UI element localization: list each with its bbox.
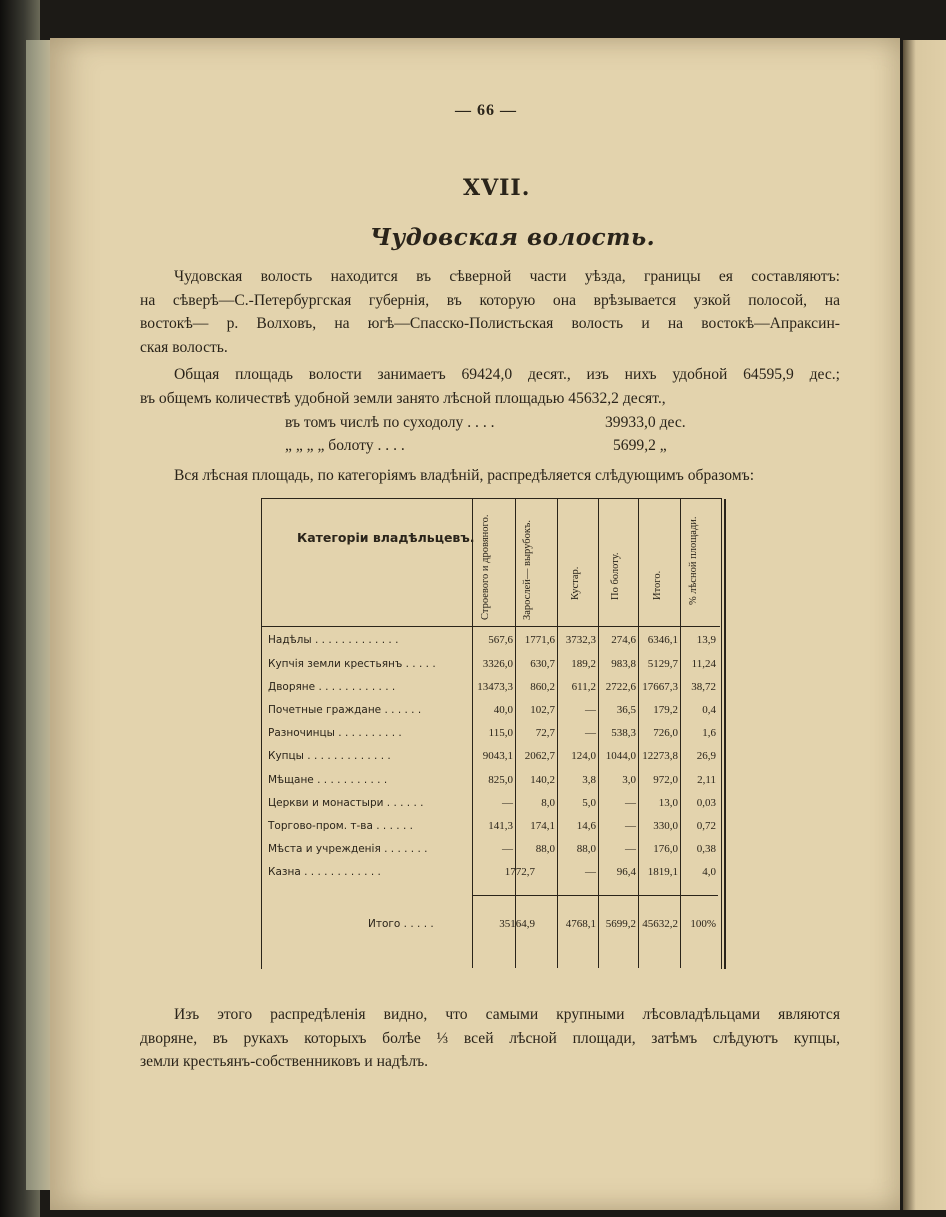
table-row: [264, 750, 718, 770]
cell-c4: 36,5: [616, 704, 636, 716]
table-row: [264, 866, 718, 886]
cell-c4: —: [625, 797, 636, 809]
cell-c5: 972,0: [653, 774, 678, 786]
cell-c5: 179,2: [653, 704, 678, 716]
cell-c3: 189,2: [571, 658, 596, 670]
cell-c6: 0,4: [702, 704, 716, 716]
cell-c1: 40,0: [493, 704, 513, 716]
cell-c4: —: [625, 843, 636, 855]
table-row: [264, 681, 718, 701]
cell-c5: 726,0: [653, 727, 678, 739]
sub-line-text: въ томъ числѣ по суходолу . . . .: [285, 414, 495, 431]
cell-c6: 26,9: [696, 750, 716, 762]
cell-c6: 13,9: [696, 634, 716, 646]
page-number: — 66 —: [455, 102, 517, 119]
sub-line-text: „ „ „ „ болоту . . . .: [285, 437, 405, 454]
paragraph-1: [140, 265, 840, 359]
cell-c3: —: [585, 704, 596, 716]
table-row: [264, 843, 718, 863]
cell-c4: —: [625, 820, 636, 832]
table-row: [264, 658, 718, 678]
cell-c12: 1772,7: [504, 866, 535, 878]
cell-c3: 3732,3: [565, 634, 596, 646]
row-label: Казна . . . . . . . . . . . .: [268, 866, 381, 878]
cell-c4: 96,4: [616, 866, 636, 878]
section-number: XVII.: [463, 175, 531, 201]
text-line: Изъ этого распредѣленія видно, что самыми крупными лѣсовладѣльцами являются: [174, 1006, 840, 1023]
table-total-row: [264, 918, 718, 938]
cell-c6: 1,6: [702, 727, 716, 739]
cell-c3: 124,0: [571, 750, 596, 762]
cell-c3: 4768,1: [565, 918, 596, 930]
row-label: Дворяне . . . . . . . . . . . .: [268, 681, 396, 693]
cell-c5: 1819,1: [647, 866, 678, 878]
cell-c4: 274,6: [611, 634, 636, 646]
cell-c1: 9043,1: [482, 750, 513, 762]
row-label: Торгово-пром. т-ва . . . . . .: [268, 820, 413, 832]
text-line: дворяне, въ рукахъ которыхъ болѣе ⅓ всей лѣсной площади, затѣмъ слѣдуютъ купцы,: [140, 1029, 840, 1047]
cell-c6: 0,72: [696, 820, 716, 832]
cell-c2: 72,7: [535, 727, 555, 739]
total-separator: [472, 895, 718, 896]
text-line: на сѣверѣ—С.-Петербургская губернія, въ которую она врѣзывается узкой полосой, на: [140, 291, 840, 309]
cell-c1: —: [502, 843, 513, 855]
text-line: ская волость.: [140, 338, 228, 356]
cell-c2: 140,2: [530, 774, 555, 786]
cell-c1: 567,6: [488, 634, 513, 646]
paragraph-3: [174, 464, 840, 488]
cell-c3: —: [585, 727, 596, 739]
cell-c2: 174,1: [530, 820, 555, 832]
cell-c5: 45632,2: [642, 918, 678, 930]
cell-c5: 12273,8: [642, 750, 678, 762]
header-col-5: Итого.: [652, 570, 663, 600]
paragraph-2: [140, 363, 840, 410]
page-title: Чудовская волость.: [370, 224, 656, 251]
cell-c5: 330,0: [653, 820, 678, 832]
cell-c4: 1044,0: [605, 750, 636, 762]
cell-c2: 1771,6: [524, 634, 555, 646]
text-line: въ общемъ количествѣ удобной земли занято лѣсной площадью 45632,2 десят.,: [140, 389, 666, 407]
row-label: Мѣста и учрежденія . . . . . . .: [268, 843, 428, 855]
cell-c4: 5699,2: [605, 918, 636, 930]
cell-c4: 2722,6: [605, 681, 636, 693]
cell-c6: 4,0: [702, 866, 716, 878]
cell-c2: 2062,7: [524, 750, 555, 762]
cell-c1: 115,0: [488, 727, 513, 739]
cell-c1: 141,3: [488, 820, 513, 832]
text-line: Чудовская волость находится въ сѣверной части уѣзда, границы ея составляютъ:: [174, 268, 840, 285]
cell-c2: 8,0: [541, 797, 555, 809]
cell-c3: 611,2: [571, 681, 596, 693]
header-category: Категоріи владѣльцевъ.: [297, 530, 475, 545]
row-label: Итого . . . . .: [368, 918, 434, 930]
cell-c5: 5129,7: [647, 658, 678, 670]
table-row: [264, 704, 718, 724]
table-row: [264, 797, 718, 817]
cell-c1: 13473,3: [477, 681, 513, 693]
header-col-1: Строевого и дровяного.: [480, 514, 491, 620]
text-line: Вся лѣсная площадь, по категоріямъ владѣній, распредѣляется слѣдующимъ образомъ:: [174, 467, 755, 484]
cell-c3: 88,0: [576, 843, 596, 855]
row-label: Почетные граждане . . . . . .: [268, 704, 422, 716]
cell-c4: 3,0: [622, 774, 636, 786]
cell-c2: 88,0: [535, 843, 555, 855]
cell-c5: 176,0: [653, 843, 678, 855]
cell-c3: 3,8: [582, 774, 596, 786]
cell-c5: 6346,1: [647, 634, 678, 646]
header-col-3: Кустар.: [570, 566, 581, 600]
cell-c1: —: [502, 797, 513, 809]
cell-c1: 3326,0: [482, 658, 513, 670]
cell-c3: 14,6: [576, 820, 596, 832]
row-label: Купчія земли крестьянъ . . . . .: [268, 658, 436, 670]
text-line: Общая площадь волости занимаетъ 69424,0 десят., изъ нихъ удобной 64595,9 дес.;: [174, 366, 840, 383]
paragraph-4: [140, 1003, 840, 1074]
table-row: [264, 727, 718, 747]
header-col-4: По болоту.: [610, 552, 621, 600]
cell-c1: 825,0: [488, 774, 513, 786]
text-line: земли крестьянъ-собственниковъ и надѣлъ.: [140, 1053, 429, 1070]
cell-c6: 11,24: [691, 658, 716, 670]
row-label: Церкви и монастыри . . . . . .: [268, 797, 424, 809]
cell-c6: 2,11: [697, 774, 716, 786]
header-col-2: Зарослей— вырубокъ.: [522, 520, 533, 620]
sub-line-value: 5699,2 „: [613, 437, 667, 454]
cell-c6: 100%: [690, 918, 716, 930]
row-label: Купцы . . . . . . . . . . . . .: [268, 750, 391, 762]
row-label: Разночинцы . . . . . . . . . .: [268, 727, 402, 739]
cell-c6: 38,72: [691, 681, 716, 693]
cell-c6: 0,03: [696, 797, 716, 809]
cell-c4: 538,3: [611, 727, 636, 739]
cell-c2: 860,2: [530, 681, 555, 693]
cell-c3: —: [585, 866, 596, 878]
table-row: [264, 820, 718, 840]
cell-c5: 17667,3: [642, 681, 678, 693]
cell-c2: 630,7: [530, 658, 555, 670]
text-line: востокѣ— р. Волховъ, на югѣ—Спасско-Полистьская волость и на востокѣ—Апраксин-: [140, 315, 840, 332]
row-label: Надѣлы . . . . . . . . . . . . .: [268, 634, 399, 646]
row-label: Мѣщане . . . . . . . . . . .: [268, 774, 388, 786]
cell-c6: 0,38: [696, 843, 716, 855]
sub-line-value: 39933,0 дес.: [605, 414, 686, 431]
cell-c5: 13,0: [658, 797, 678, 809]
cell-c3: 5,0: [582, 797, 596, 809]
cell-c2: 102,7: [530, 704, 555, 716]
cell-c12: 35164,9: [499, 918, 535, 930]
next-page-edge: [903, 40, 946, 1210]
header-col-6: % лѣсной площади.: [688, 516, 699, 605]
table-row: [264, 774, 718, 794]
table-row: [264, 634, 718, 654]
cell-c4: 983,8: [611, 658, 636, 670]
